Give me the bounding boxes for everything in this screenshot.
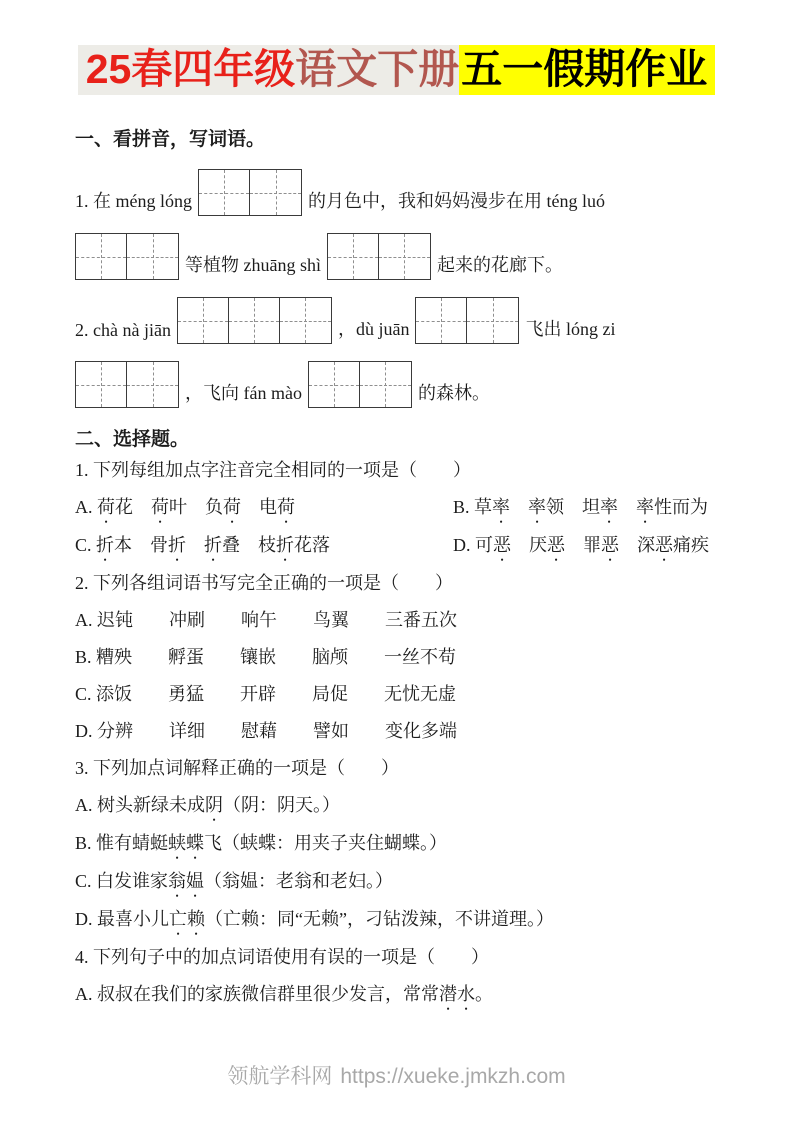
emphasized-character: 翁媪 — [168, 871, 205, 891]
pinyin-writing-grid — [177, 297, 332, 344]
emphasized-character: 率 — [492, 497, 511, 517]
q1-text-seg4: 起来的花廊下。 — [436, 255, 563, 275]
emphasized-character: 阴 — [205, 795, 223, 815]
page-title — [0, 0, 793, 94]
pinyin-writing-grid — [75, 361, 179, 408]
pinyin-writing-grid — [415, 297, 519, 344]
character-writing-cell — [127, 362, 178, 407]
footer-site-name: 领航学科网 — [227, 1065, 333, 1088]
emphasized-character: 恶 — [547, 535, 565, 555]
section2-heading: 二、选择题。 — [75, 429, 190, 450]
pinyin-q2-line2 — [75, 344, 753, 408]
mc-q2-stem: 2. 下列各组词语书写完全正确的一项是（ ） — [75, 573, 453, 593]
worksheet-content — [0, 128, 793, 1014]
emphasized-character: 折 — [204, 535, 223, 555]
mc-q1-option-c: C. 折本 骨折 折叠 枝折花落 — [75, 535, 331, 555]
mc-q3-option-a: A. 树头新绿未成阴（阴：阴天。） — [75, 795, 340, 815]
mc-q3-option-b: B. 惟有蜻蜓蛱蝶飞（蛱蝶：用夹子夹住蝴蝶。） — [75, 833, 448, 853]
character-writing-cell — [250, 170, 301, 215]
character-writing-cell — [76, 234, 127, 279]
character-writing-cell — [280, 298, 331, 343]
character-writing-cell — [309, 362, 360, 407]
pinyin-writing-grid — [327, 233, 431, 280]
emphasized-character: 折 — [168, 535, 187, 555]
emphasized-character: 蛱蝶 — [168, 833, 205, 853]
character-writing-cell — [328, 234, 379, 279]
title-term-grade: 25春四年级 — [85, 46, 296, 92]
character-writing-cell — [416, 298, 467, 343]
mc-q4-option-a: A. 叔叔在我们的家族微信群里很少发言，常常潜水。 — [75, 984, 493, 1004]
mc-q4-stem: 4. 下列句子中的加点词语使用有误的一项是（ ） — [75, 947, 489, 967]
mc-q2-option-b: B. 糟殃 孵蛋 镶嵌 脑颅 一丝不苟 — [75, 647, 457, 667]
emphasized-character: 折 — [96, 535, 115, 555]
mc-q1-options-row2 — [75, 527, 753, 565]
emphasized-character: 恶 — [655, 535, 673, 555]
pinyin-writing-grid — [308, 361, 412, 408]
title-holiday-homework: 五一假期作业 — [459, 45, 715, 95]
title-left-highlight — [78, 45, 460, 95]
mc-q1-options-row1 — [75, 489, 753, 527]
emphasized-character: 荷 — [277, 497, 295, 517]
character-writing-cell — [178, 298, 229, 343]
mc-q2-option-c: C. 添饭 勇猛 开辟 局促 无忧无虚 — [75, 684, 457, 704]
q1-text-seg1: 1. 在 méng lóng — [75, 191, 192, 211]
emphasized-character: 率 — [636, 497, 655, 517]
pinyin-writing-grid — [198, 169, 302, 216]
mc-q1-option-b: B. 草率 率领 坦率 率性而为 — [453, 497, 709, 517]
character-writing-cell — [76, 362, 127, 407]
mc-q3-stem: 3. 下列加点词解释正确的一项是（ ） — [75, 758, 399, 778]
emphasized-character: 率 — [528, 497, 547, 517]
emphasized-character: 恶 — [493, 535, 511, 555]
emphasized-character: 率 — [600, 497, 619, 517]
character-writing-cell — [360, 362, 411, 407]
emphasized-character: 荷 — [151, 497, 169, 517]
character-writing-cell — [127, 234, 178, 279]
pinyin-q1-line1 — [75, 152, 753, 216]
character-writing-cell — [467, 298, 518, 343]
q2-text-seg5: 的森林。 — [417, 383, 490, 403]
mc-q1-option-a: A. 荷花 荷叶 负荷 电荷 — [75, 497, 295, 517]
title-subject-volume: 语文下册 — [295, 46, 460, 92]
mc-q3-option-d: D. 最喜小儿亡赖（亡赖：同“无赖”，刁钻泼辣，不讲道理。） — [75, 909, 554, 929]
q2-text-seg3: 飞出 lóng zi — [525, 319, 616, 339]
q2-text-seg2: ，dù juān — [337, 319, 410, 339]
footer-watermark — [0, 1060, 793, 1090]
mc-q1-option-d: D. 可恶 厌恶 罪恶 深恶痛疾 — [453, 535, 709, 555]
pinyin-writing-grid — [75, 233, 179, 280]
pinyin-q1-line2 — [75, 216, 753, 280]
q1-text-seg2: 的月色中，我和妈妈漫步在用 téng luó — [308, 191, 605, 211]
emphasized-character: 潜水 — [439, 984, 475, 1004]
character-writing-cell — [379, 234, 430, 279]
character-writing-cell — [199, 170, 250, 215]
mc-q1-stem: 1. 下列每组加点字注音完全相同的一项是（ ） — [75, 460, 471, 480]
emphasized-character: 折 — [276, 535, 295, 555]
emphasized-character: 荷 — [97, 497, 115, 517]
mc-q2-option-a: A. 迟钝 冲刷 响午 鸟翼 三番五次 — [75, 610, 457, 630]
emphasized-character: 恶 — [601, 535, 619, 555]
emphasized-character: 荷 — [223, 497, 241, 517]
q2-text-seg1: 2. chà nà jiān — [75, 320, 171, 340]
pinyin-q2-line1 — [75, 280, 753, 344]
q2-text-seg4: ，飞向 fán mào — [185, 383, 302, 403]
footer-url[interactable]: https://xueke.jmkzh.com — [340, 1065, 566, 1088]
character-writing-cell — [229, 298, 280, 343]
mc-q3-option-c: C. 白发谁家翁媪（翁媪：老翁和老妇。） — [75, 871, 394, 891]
emphasized-character: 亡赖 — [169, 909, 205, 929]
section1-heading: 一、看拼音，写词语。 — [75, 129, 266, 150]
mc-q2-option-d: D. 分辨 详细 慰藉 譬如 变化多端 — [75, 721, 457, 741]
q1-text-seg3: 等植物 zhuāng shì — [185, 255, 321, 275]
